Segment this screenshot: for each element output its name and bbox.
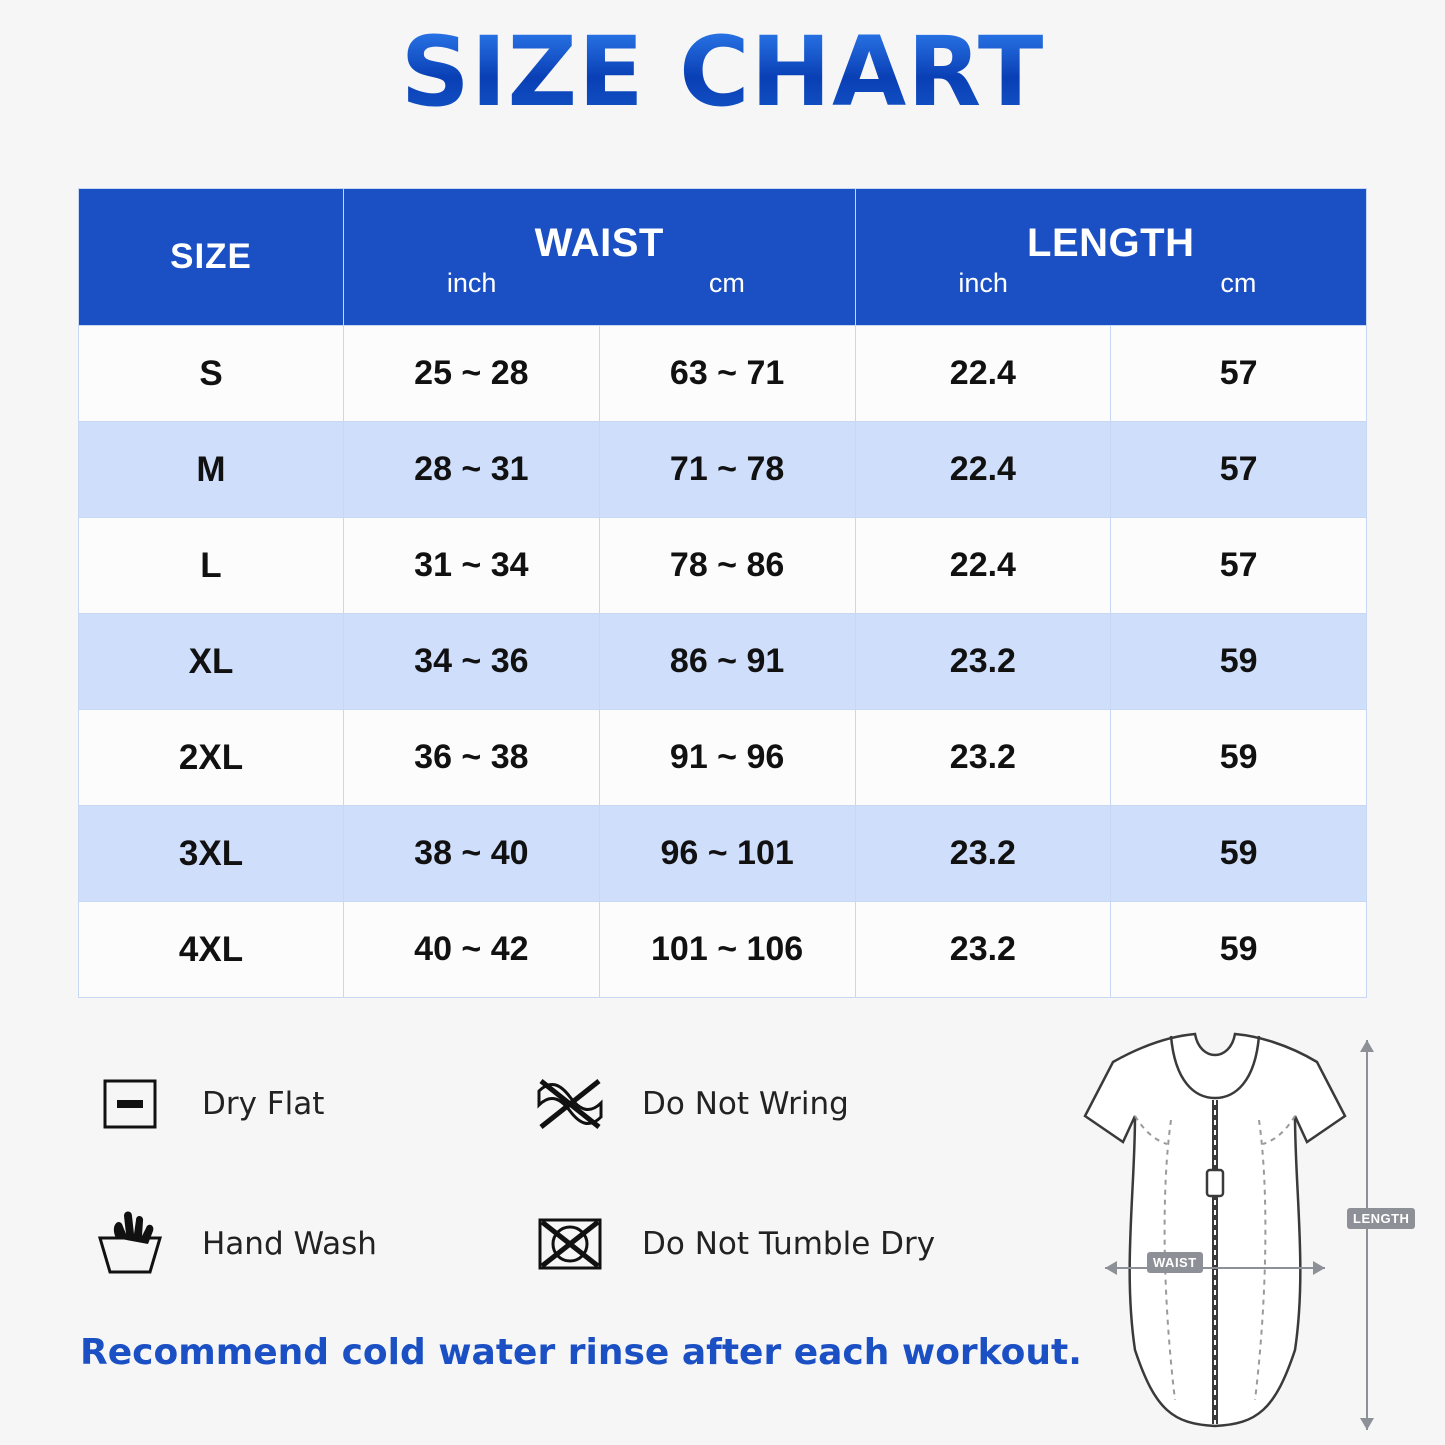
care-item-dry-flat [86, 1062, 526, 1146]
cell-waist-inch: 31 ~ 34 [344, 518, 600, 614]
header-waist-label: WAIST [534, 221, 664, 265]
cell-waist-cm: 78 ~ 86 [599, 518, 855, 614]
cell-length-inch: 23.2 [855, 710, 1111, 806]
hand-wash-icon [86, 1202, 174, 1286]
garment-illustration [995, 1020, 1425, 1440]
header-waist [344, 189, 856, 326]
table-row [79, 614, 1367, 710]
cell-length-cm: 59 [1111, 806, 1367, 902]
do-not-wring-icon [526, 1062, 614, 1146]
table-row [79, 806, 1367, 902]
header-length-units [856, 268, 1367, 309]
table-row [79, 518, 1367, 614]
cell-length-cm: 57 [1111, 422, 1367, 518]
cell-size: L [79, 518, 344, 614]
cell-length-inch: 22.4 [855, 326, 1111, 422]
table-row [79, 422, 1367, 518]
cell-waist-inch: 28 ~ 31 [344, 422, 600, 518]
care-item-do-not-wring [526, 1062, 966, 1146]
page-title: SIZE CHART [400, 16, 1045, 128]
header-size: SIZE [79, 189, 344, 326]
table-row [79, 902, 1367, 998]
cell-length-inch: 23.2 [855, 902, 1111, 998]
header-length-label: LENGTH [1027, 221, 1195, 265]
cell-size: XL [79, 614, 344, 710]
cell-length-cm: 59 [1111, 614, 1367, 710]
care-row-1 [86, 1062, 966, 1146]
header-length-unit-inch: inch [958, 268, 1008, 298]
cell-waist-inch: 40 ~ 42 [344, 902, 600, 998]
size-table-container [78, 188, 1367, 998]
cell-waist-cm: 91 ~ 96 [599, 710, 855, 806]
length-measure-tag: LENGTH [1347, 1208, 1415, 1229]
table-row [79, 326, 1367, 422]
cell-length-inch: 22.4 [855, 422, 1111, 518]
cell-size: 4XL [79, 902, 344, 998]
cell-length-inch: 23.2 [855, 806, 1111, 902]
header-length-unit-cm: cm [1220, 268, 1257, 298]
header-length [855, 189, 1367, 326]
cell-waist-cm: 86 ~ 91 [599, 614, 855, 710]
cell-size: M [79, 422, 344, 518]
care-label-do-not-tumble-dry: Do Not Tumble Dry [642, 1226, 936, 1262]
do-not-tumble-dry-icon [526, 1202, 614, 1286]
cell-size: S [79, 326, 344, 422]
cell-length-cm: 57 [1111, 518, 1367, 614]
cell-length-cm: 57 [1111, 326, 1367, 422]
size-table-body [79, 326, 1367, 998]
care-instructions [86, 1062, 966, 1342]
care-row-2 [86, 1202, 966, 1286]
cell-waist-cm: 71 ~ 78 [599, 422, 855, 518]
dry-flat-icon [86, 1062, 174, 1146]
table-row [79, 710, 1367, 806]
cell-length-cm: 59 [1111, 902, 1367, 998]
cell-waist-cm: 96 ~ 101 [599, 806, 855, 902]
care-label-hand-wash: Hand Wash [202, 1226, 377, 1262]
header-waist-units [344, 268, 855, 309]
cell-size: 2XL [79, 710, 344, 806]
cell-waist-inch: 34 ~ 36 [344, 614, 600, 710]
header-waist-unit-inch: inch [446, 268, 497, 298]
cell-length-inch: 22.4 [855, 518, 1111, 614]
care-label-dry-flat: Dry Flat [202, 1086, 325, 1122]
cell-waist-inch: 25 ~ 28 [344, 326, 600, 422]
size-table [78, 188, 1367, 998]
page-title-wrap [0, 0, 1445, 128]
waist-measure-tag: WAIST [1147, 1252, 1203, 1273]
cell-length-cm: 59 [1111, 710, 1367, 806]
cell-size: 3XL [79, 806, 344, 902]
cell-waist-inch: 38 ~ 40 [344, 806, 600, 902]
table-header-row [79, 189, 1367, 326]
cell-waist-cm: 101 ~ 106 [599, 902, 855, 998]
size-table-head [79, 189, 1367, 326]
garment-svg [995, 1020, 1425, 1440]
header-waist-unit-cm: cm [708, 268, 745, 298]
cell-length-inch: 23.2 [855, 614, 1111, 710]
cell-waist-cm: 63 ~ 71 [599, 326, 855, 422]
care-item-do-not-tumble-dry [526, 1202, 966, 1286]
cell-waist-inch: 36 ~ 38 [344, 710, 600, 806]
care-label-do-not-wring: Do Not Wring [642, 1086, 849, 1122]
care-note: Recommend cold water rinse after each workout. [80, 1332, 1082, 1373]
care-item-hand-wash [86, 1202, 526, 1286]
